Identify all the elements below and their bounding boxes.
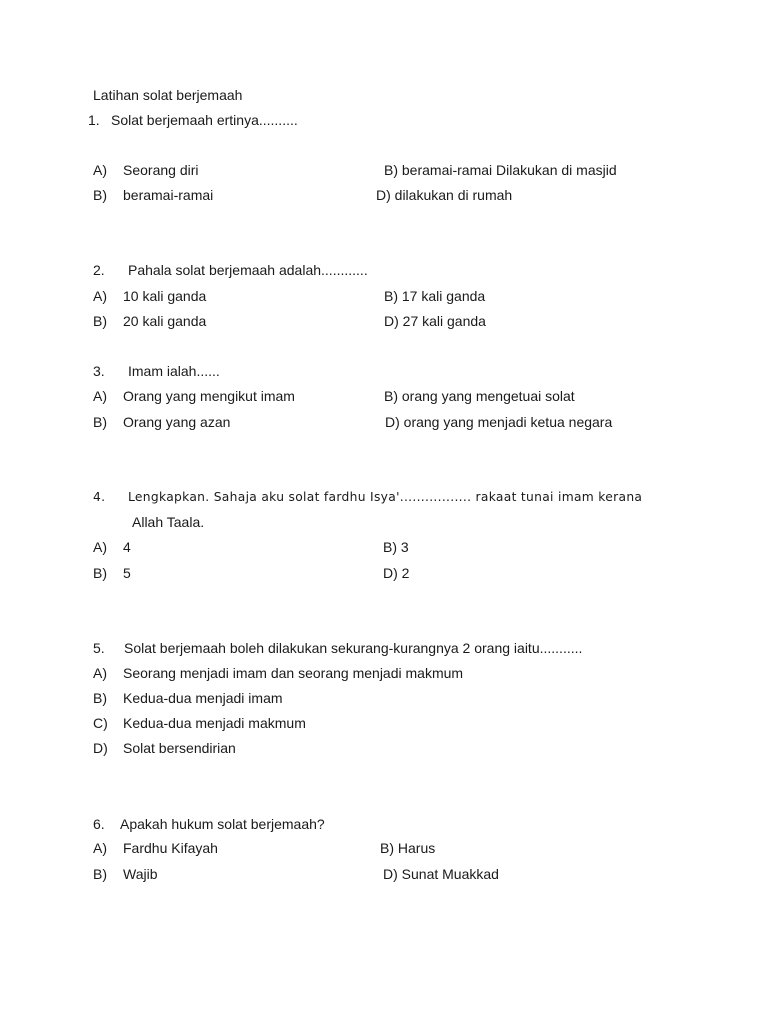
q3-option-a-letter: A): [93, 388, 107, 404]
worksheet-title: Latihan solat berjemaah: [93, 87, 243, 103]
q2-option-b: B) 17 kali ganda: [384, 288, 486, 304]
q4-option-b: B) 3: [383, 539, 409, 555]
q3-option-c-letter: B): [93, 414, 107, 430]
question-1-number: 1.: [88, 112, 100, 128]
question-5-number: 5.: [93, 640, 105, 656]
q4-option-c-text: 5: [123, 565, 131, 581]
q3-option-d: D) orang yang menjadi ketua negara: [385, 414, 613, 430]
q2-option-c-text: 20 kali ganda: [123, 313, 207, 329]
q1-option-a-letter: A): [93, 162, 107, 178]
q3-option-b: B) orang yang mengetuai solat: [384, 388, 575, 404]
q1-option-d: D) dilakukan di rumah: [376, 187, 513, 203]
question-6-text: Apakah hukum solat berjemaah?: [120, 816, 325, 832]
question-2-text: Pahala solat berjemaah adalah............: [128, 262, 368, 278]
q2-option-d: D) 27 kali ganda: [384, 313, 486, 329]
q5-option-b-letter: B): [93, 690, 107, 706]
q5-option-a-letter: A): [93, 665, 107, 681]
q5-option-c-letter: C): [93, 715, 108, 731]
q6-option-a-letter: A): [93, 840, 107, 856]
q3-option-c-text: Orang yang azan: [123, 414, 231, 430]
q2-option-a-letter: A): [93, 288, 107, 304]
q1-option-c-text: beramai-ramai: [123, 187, 214, 203]
q3-option-a-text: Orang yang mengikut imam: [123, 388, 295, 404]
q2-option-c-letter: B): [93, 313, 107, 329]
question-2-number: 2.: [93, 262, 105, 278]
q5-option-b-text: Kedua-dua menjadi imam: [123, 690, 283, 706]
question-6-number: 6.: [93, 816, 105, 832]
q6-option-c-letter: B): [93, 866, 107, 882]
question-4-text: Lengkapkan. Sahaja aku solat fardhu Isya'................. rakaat tunai imam kerana: [128, 490, 643, 504]
q4-option-c-letter: B): [93, 565, 107, 581]
q6-option-c-text: Wajib: [123, 866, 158, 882]
q1-option-c-letter: B): [93, 187, 107, 203]
question-1-text: Solat berjemaah ertinya..........: [111, 112, 298, 128]
q5-option-c-text: Kedua-dua menjadi makmum: [123, 715, 306, 731]
q1-option-b: B) beramai-ramai Dilakukan di masjid: [384, 162, 617, 178]
question-4-text-continuation: Allah Taala.: [132, 514, 205, 530]
q5-option-d-text: Solat bersendirian: [123, 740, 236, 756]
question-3-text: Imam ialah......: [128, 363, 220, 379]
q6-option-d: D) Sunat Muakkad: [383, 866, 499, 882]
q4-option-a-letter: A): [93, 539, 107, 555]
q5-option-d-letter: D): [93, 740, 108, 756]
q6-option-b: B) Harus: [380, 840, 436, 856]
q6-option-a-text: Fardhu Kifayah: [123, 840, 218, 856]
q4-option-d: D) 2: [383, 565, 410, 581]
question-4-number: 4.: [93, 490, 106, 504]
q5-option-a-text: Seorang menjadi imam dan seorang menjadi makmum: [123, 665, 464, 681]
q4-option-a-text: 4: [123, 539, 131, 555]
question-3-number: 3.: [93, 363, 105, 379]
q2-option-a-text: 10 kali ganda: [123, 288, 207, 304]
q1-option-a-text: Seorang diri: [123, 162, 199, 178]
question-5-text: Solat berjemaah boleh dilakukan sekurang-kurangnya 2 orang iaitu...........: [124, 640, 583, 656]
